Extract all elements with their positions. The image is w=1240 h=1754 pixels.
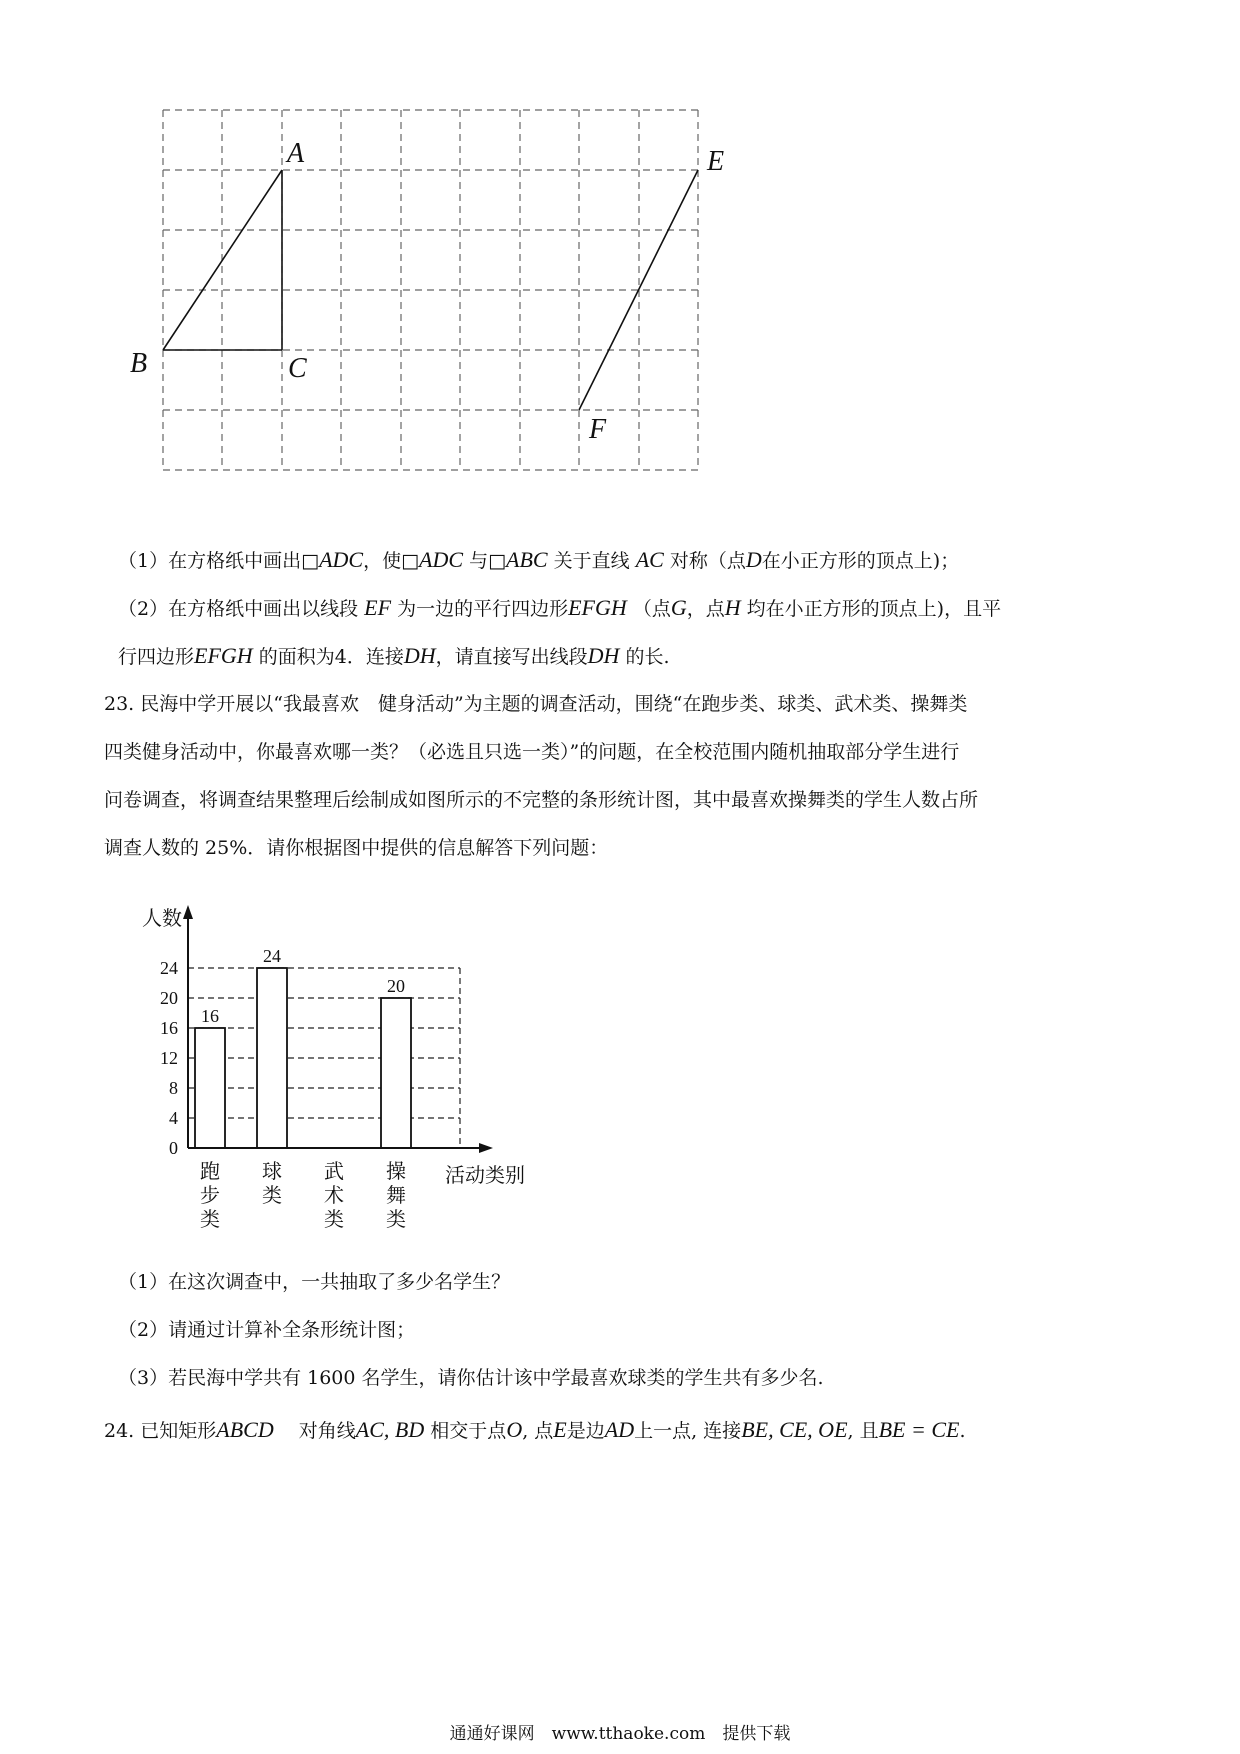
text: （点 — [632, 598, 671, 620]
text: 对角线 — [298, 1420, 356, 1442]
point-label-b: B — [130, 348, 148, 379]
triangle-symbol: □ — [488, 550, 507, 572]
text: , 点 — [522, 1420, 554, 1442]
q23-question-1: （1）在这次调查中，一共抽取了多少名学生？ — [118, 1271, 511, 1293]
text: 行四边形 — [118, 646, 195, 668]
q23-stem-line1: 23. 民海中学开展以“我最喜欢 健身活动”为主题的调查活动，围绕“在跑步类、球类、武术类、操舞类 — [104, 693, 968, 715]
math: EF — [364, 595, 392, 620]
q23-question-3: （3）若民海中学共有 1600 名学生，请你估计该中学最喜欢球类的学生共有多少名. — [118, 1367, 824, 1389]
bar — [381, 998, 411, 1148]
y-tick-label: 12 — [160, 1048, 178, 1068]
text: 对称（点 — [669, 550, 746, 572]
x-axis-arrow-icon — [479, 1143, 493, 1153]
text: ，点 — [686, 598, 725, 620]
x-axis-label: 活动类别 — [445, 1165, 525, 1187]
grid-figure — [110, 90, 770, 480]
category-label: 类 — [262, 1185, 282, 1207]
q23-stem-line4: 调查人数的 25%．请你根据图中提供的信息解答下列问题： — [104, 837, 609, 859]
math: H — [724, 595, 741, 620]
category-label: 术 — [324, 1185, 344, 1207]
y-tick-label: 20 — [160, 988, 178, 1008]
point-label-e: E — [707, 146, 725, 177]
category-label: 步 — [200, 1185, 220, 1207]
part-number: （1） — [118, 550, 169, 572]
text: 在方格纸中画出 — [168, 550, 302, 572]
category-label: 球 — [262, 1161, 282, 1183]
math: ABC — [506, 547, 548, 572]
point-label-f: F — [589, 414, 607, 445]
math: AC, BD — [355, 1417, 425, 1442]
q22-part2-line1 — [118, 594, 1001, 623]
text: 均在小正方形的顶点上)，且平 — [746, 598, 1002, 620]
text: 关于直线 — [553, 550, 630, 572]
math: AD — [604, 1417, 635, 1442]
text: 已知矩形 — [140, 1420, 217, 1442]
y-axis-label: 人数 — [142, 908, 182, 930]
math: AC — [635, 547, 664, 572]
triangle-symbol: □ — [401, 550, 420, 572]
text: 是边 — [566, 1420, 605, 1442]
part-number: （2） — [118, 598, 169, 620]
text: ，使 — [363, 550, 402, 572]
number: 4 — [334, 646, 347, 668]
y-tick-label: 16 — [160, 1018, 178, 1038]
data-label: 20 — [387, 976, 405, 996]
math: EFGH — [194, 643, 253, 668]
point-label-c: C — [288, 353, 307, 384]
math: D — [745, 547, 762, 572]
category-label: 舞 — [386, 1185, 406, 1207]
text: 的面积为 — [258, 646, 335, 668]
category-label: 跑 — [200, 1161, 220, 1183]
math: DH — [403, 643, 436, 668]
bar-chart — [110, 895, 590, 1240]
text: 在方格纸中画出以线段 — [168, 598, 359, 620]
q23-stem-line3: 问卷调查，将调查结果整理后绘制成如图所示的不完整的条形统计图，其中最喜欢操舞类的学生人数占所 — [104, 789, 979, 811]
q23-question-2: （2）请通过计算补全条形统计图； — [118, 1319, 416, 1341]
y-tick-label: 4 — [169, 1108, 178, 1128]
bar — [195, 1028, 225, 1148]
math: O — [506, 1417, 523, 1442]
math: EFGH — [568, 595, 627, 620]
text: 与 — [469, 550, 489, 572]
y-tick-label: 0 — [169, 1138, 178, 1158]
category-label: 武 — [324, 1161, 344, 1183]
chart-axes — [183, 905, 493, 1153]
data-label: 24 — [263, 946, 281, 966]
text: 的长. — [625, 646, 670, 668]
q22-part1 — [118, 546, 959, 575]
category-label: 类 — [386, 1209, 406, 1231]
math: G — [670, 595, 687, 620]
q23-stem-line2: 四类健身活动中，你最喜欢哪一类？（必选且只选一类）”的问题，在全校范围内随机抽取部分学生进行 — [104, 741, 960, 763]
footer-text: 通通好课网 www.tthaoke.com 提供下载 — [449, 1724, 791, 1744]
point-label-a: A — [287, 138, 305, 169]
problem-number: 24. — [104, 1420, 135, 1442]
bar — [257, 968, 287, 1148]
math: BE, CE, OE — [741, 1417, 848, 1442]
text: , 且 — [847, 1420, 879, 1442]
math: BE = CE — [878, 1417, 960, 1442]
q22-part2-line2 — [118, 642, 670, 671]
category-label: 类 — [200, 1209, 220, 1231]
category-label: 操 — [386, 1161, 406, 1183]
text: 在小正方形的顶点上)； — [761, 550, 960, 572]
math: E — [553, 1417, 567, 1442]
y-tick-label: 24 — [160, 958, 178, 978]
chart-grid — [188, 968, 460, 1148]
q24-stem — [104, 1416, 966, 1445]
math: ADC — [319, 547, 364, 572]
category-label: 类 — [324, 1209, 344, 1231]
text: . — [959, 1420, 966, 1442]
y-tick-label: 8 — [169, 1078, 178, 1098]
text: 为一边的平行四边形 — [397, 598, 569, 620]
text: 上一点, 连接 — [634, 1420, 742, 1442]
math: ABCD — [216, 1417, 274, 1442]
text: 相交于点 — [430, 1420, 507, 1442]
text: ．连接 — [346, 646, 404, 668]
grid-lines — [163, 110, 698, 470]
math: ADC — [419, 547, 464, 572]
triangle-symbol: □ — [301, 550, 320, 572]
y-axis-arrow-icon — [183, 905, 193, 919]
text: ，请直接写出线段 — [435, 646, 588, 668]
math: DH — [587, 643, 620, 668]
data-label: 16 — [201, 1006, 219, 1026]
